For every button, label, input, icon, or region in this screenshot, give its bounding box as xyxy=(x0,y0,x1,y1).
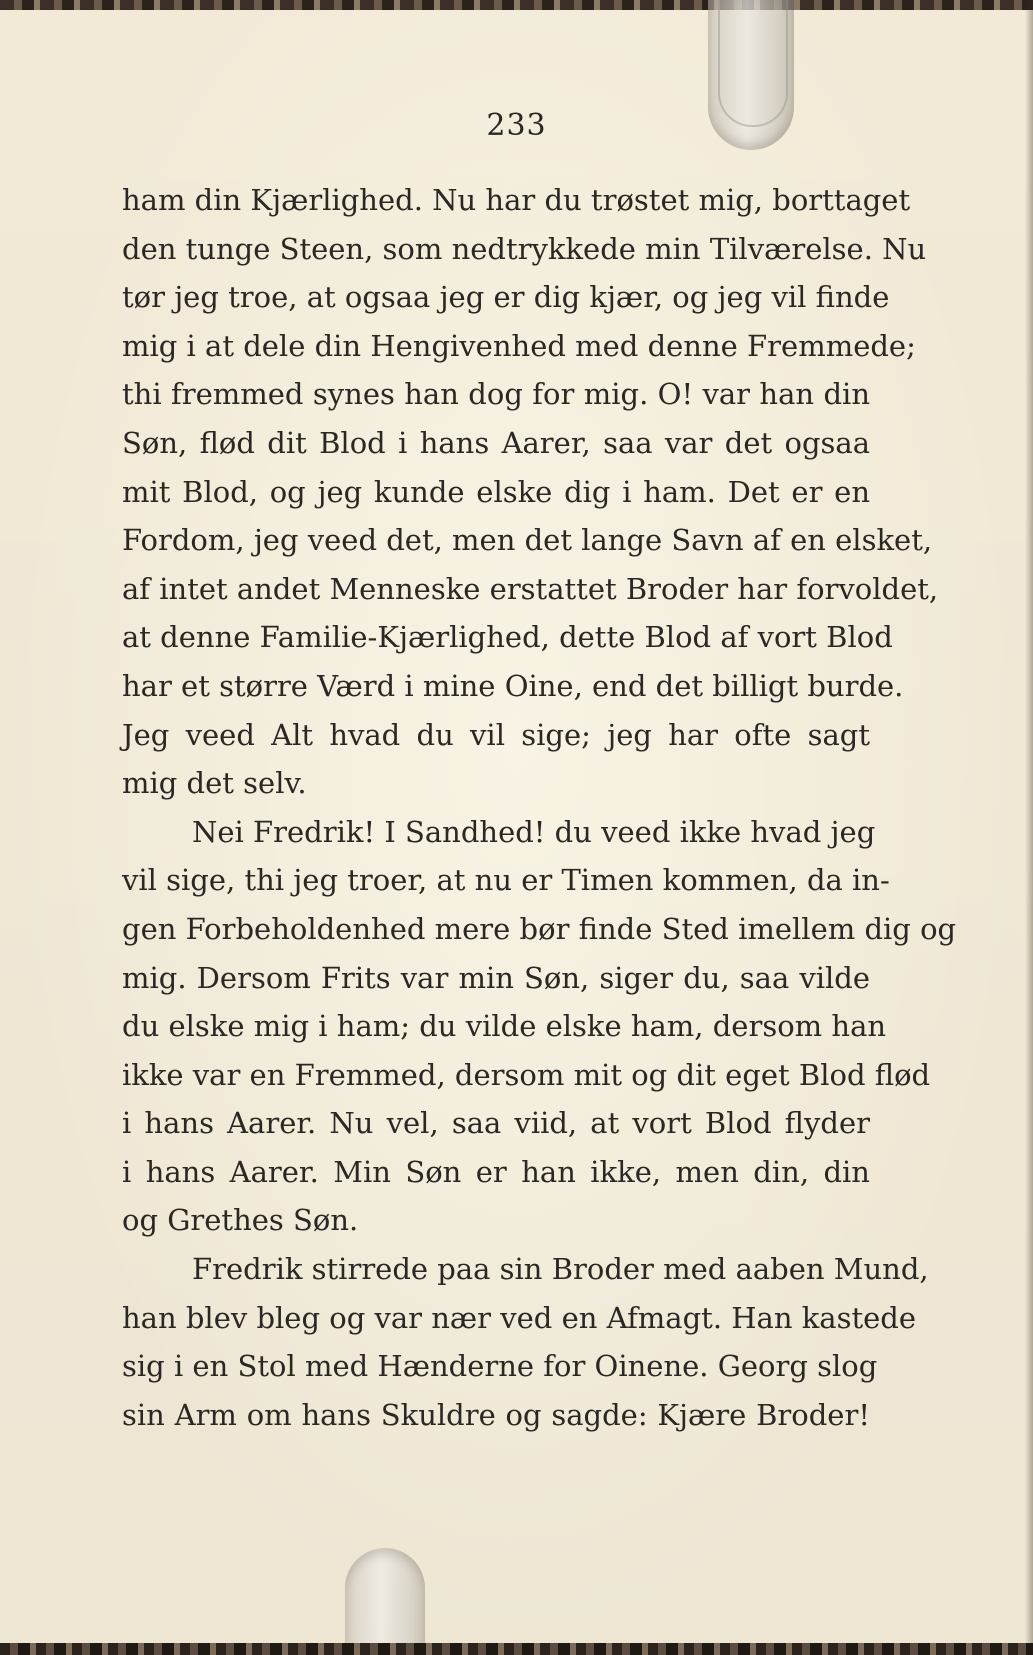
text-line: og Grethes Søn. xyxy=(122,1203,359,1238)
page-right-shadow xyxy=(1025,0,1033,1655)
text-line: tør jeg troe, at ogsaa jeg er dig kjær, og jeg vil finde xyxy=(122,280,890,315)
page-bottom-edge xyxy=(0,1643,1033,1655)
text-line: ham din Kjærlighed. Nu har du trøstet mig, borttaget xyxy=(122,183,911,217)
page-top-edge xyxy=(0,0,1033,10)
text-line: gen Forbeholdenhed mere bør finde Sted imellem dig og xyxy=(122,911,957,946)
text-line: Nei Fredrik! I Sandhed! du veed ikke hvad jeg xyxy=(192,814,876,849)
text-line: den tunge Steen, som nedtrykkede min Tilværelse. Nu xyxy=(122,231,927,266)
text-line: vil sige, thi jeg troer, at nu er Timen kommen, da in- xyxy=(122,863,890,898)
text-line: Jeg veed Alt hvad du vil sige; jeg har ofte sagt xyxy=(122,717,870,752)
page-number: 233 xyxy=(486,108,547,143)
text-line: Søn, flød dit Blod i hans Aarer, saa var det ogsaa xyxy=(122,425,870,460)
text-line: Fordom, jeg veed det, men det lange Savn af en elsket, xyxy=(122,523,933,558)
bottom-clip xyxy=(345,1548,425,1655)
text-line: af intet andet Menneske erstattet Broder har forvoldet, xyxy=(122,571,939,606)
text-line: at denne Familie-Kjærlighed, dette Blod af vort Blod xyxy=(122,620,893,655)
text-line: sig i en Stol med Hænderne for Oinene. Georg slog xyxy=(122,1349,878,1384)
text-line: mig det selv. xyxy=(122,766,307,801)
text-line: i hans Aarer. Nu vel, saa viid, at vort Blod flyder xyxy=(122,1106,870,1141)
text-line: har et større Værd i mine Oine, end det billigt burde. xyxy=(122,668,904,703)
body-text xyxy=(122,176,957,1439)
text-line: du elske mig i ham; du vilde elske ham, dersom han xyxy=(122,1009,887,1044)
text-line: ikke var en Fremmed, dersom mit og dit eget Blod flød xyxy=(122,1057,931,1092)
text-line: Fredrik stirrede paa sin Broder med aaben Mund, xyxy=(192,1252,929,1287)
text-line: han blev bleg og var nær ved en Afmagt. Han kastede xyxy=(122,1300,917,1335)
text-line: thi fremmed synes han dog for mig. O! var han din xyxy=(122,377,870,412)
text-line: sin Arm om hans Skuldre og sagde: Kjære Broder! xyxy=(122,1397,870,1432)
text-line: mit Blod, og jeg kunde elske dig i ham. Det er en xyxy=(122,474,870,509)
text-line: mig. Dersom Frits var min Søn, siger du, saa vilde xyxy=(122,960,870,995)
text-line: mig i at dele din Hengivenhed med denne Fremmede; xyxy=(122,328,916,363)
text-line: i hans Aarer. Min Søn er han ikke, men din, din xyxy=(122,1154,870,1189)
